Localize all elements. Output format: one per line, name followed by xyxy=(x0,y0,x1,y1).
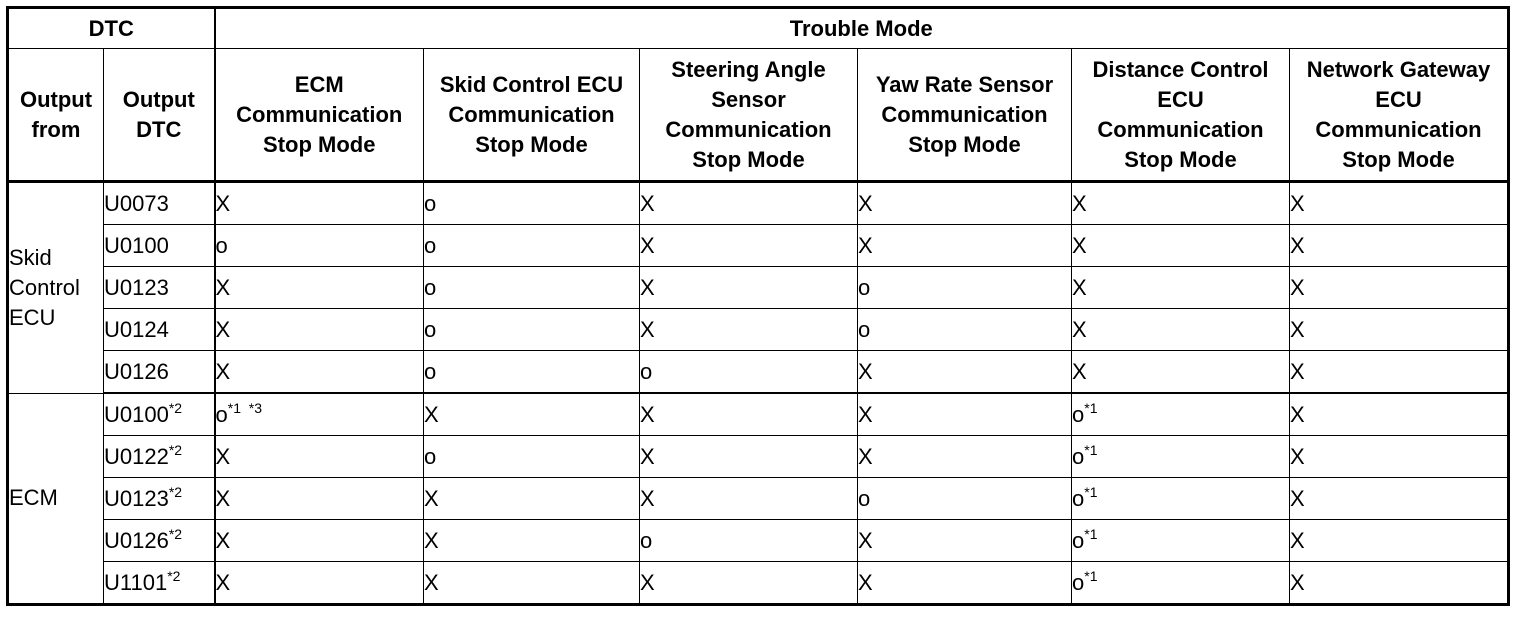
mode-result-value: X xyxy=(1290,485,1305,511)
mode-result-cell xyxy=(424,436,640,478)
dtc-trouble-mode-table xyxy=(6,6,1510,606)
mode-result-value: X xyxy=(1290,401,1305,427)
table-row xyxy=(8,267,1509,309)
mode-result-footnote: *1 xyxy=(1084,399,1098,416)
mode-result-cell xyxy=(1290,225,1509,267)
mode-header-skid-control-ecu: Skid Control ECU Communication Stop Mode xyxy=(424,49,640,182)
mode-result-value: o xyxy=(1072,401,1085,427)
mode-result-cell xyxy=(1290,351,1509,394)
mode-header-steering-angle-sensor: Steering Angle Sensor Communication Stop Mode xyxy=(640,49,858,182)
mode-result-value: X xyxy=(424,527,439,553)
mode-result-cell xyxy=(640,393,858,436)
mode-result-cell xyxy=(858,562,1072,605)
mode-result-cell xyxy=(640,225,858,267)
output-from-header: Output from xyxy=(8,49,104,182)
mode-result-value: X xyxy=(858,190,873,216)
mode-result-cell xyxy=(215,562,424,605)
mode-result-value: o xyxy=(1072,485,1085,511)
mode-result-cell xyxy=(1290,182,1509,225)
mode-result-value: o xyxy=(858,485,871,511)
mode-result-value: X xyxy=(1290,527,1305,553)
mode-result-value: X xyxy=(215,190,231,216)
dtc-header: DTC xyxy=(8,8,215,49)
mode-result-value: X xyxy=(858,232,873,258)
dtc-code: U0123 xyxy=(104,274,169,300)
mode-result-value: X xyxy=(215,316,231,342)
mode-result-value: X xyxy=(1072,232,1087,258)
table-row xyxy=(8,436,1509,478)
mode-result-cell xyxy=(215,182,424,225)
table-row xyxy=(8,225,1509,267)
output-dtc-cell xyxy=(104,225,215,267)
mode-result-cell xyxy=(1290,267,1509,309)
mode-result-value: X xyxy=(640,485,655,511)
mode-result-cell xyxy=(1290,309,1509,351)
mode-result-cell xyxy=(1290,478,1509,520)
dtc-code: U0122 xyxy=(104,443,169,469)
mode-result-cell xyxy=(424,478,640,520)
mode-result-value: X xyxy=(424,569,439,595)
mode-result-value: o xyxy=(424,358,437,384)
mode-result-value: o xyxy=(424,443,437,469)
mode-result-cell xyxy=(1072,478,1290,520)
mode-result-value: X xyxy=(858,358,873,384)
trouble-mode-header: Trouble Mode xyxy=(215,8,1509,49)
mode-result-cell xyxy=(1072,182,1290,225)
mode-header-ecm: ECM Communication Stop Mode xyxy=(215,49,424,182)
mode-result-value: X xyxy=(858,527,873,553)
output-dtc-cell xyxy=(104,520,215,562)
mode-result-cell xyxy=(858,182,1072,225)
table-row xyxy=(8,562,1509,605)
mode-result-cell xyxy=(215,309,424,351)
mode-result-cell xyxy=(1072,393,1290,436)
output-from-cell: ECM xyxy=(8,393,104,605)
mode-result-value: X xyxy=(424,401,439,427)
mode-result-cell xyxy=(424,267,640,309)
mode-result-cell xyxy=(1072,309,1290,351)
dtc-footnote: *2 xyxy=(167,567,181,584)
output-dtc-cell xyxy=(104,267,215,309)
mode-result-value: X xyxy=(215,485,231,511)
mode-result-cell xyxy=(215,267,424,309)
output-dtc-cell xyxy=(104,562,215,605)
mode-result-cell xyxy=(640,562,858,605)
output-dtc-cell xyxy=(104,351,215,394)
dtc-footnote: *2 xyxy=(168,483,183,500)
mode-result-value: X xyxy=(215,274,231,300)
mode-result-value: X xyxy=(640,569,655,595)
mode-result-cell xyxy=(1072,225,1290,267)
mode-result-value: X xyxy=(215,358,231,384)
mode-result-value: o xyxy=(1072,443,1085,469)
mode-result-value: X xyxy=(1290,358,1305,384)
table-row xyxy=(8,478,1509,520)
mode-result-cell xyxy=(858,436,1072,478)
output-dtc-cell xyxy=(104,478,215,520)
output-dtc-cell xyxy=(104,309,215,351)
mode-result-value: o xyxy=(1072,527,1085,553)
dtc-code: U0126 xyxy=(104,527,169,553)
mode-result-value: X xyxy=(640,232,655,258)
mode-result-cell xyxy=(858,520,1072,562)
mode-result-value: X xyxy=(640,443,655,469)
dtc-code: U0124 xyxy=(104,316,169,342)
table-row xyxy=(8,393,1509,436)
mode-result-cell xyxy=(1290,436,1509,478)
table-body xyxy=(8,182,1509,605)
mode-result-cell xyxy=(858,393,1072,436)
mode-result-footnote: *1 xyxy=(1084,441,1098,458)
mode-result-value: X xyxy=(640,274,655,300)
mode-result-cell xyxy=(1290,562,1509,605)
mode-result-value: X xyxy=(1072,274,1087,300)
mode-result-footnote: *1 xyxy=(1084,525,1098,542)
mode-result-footnote: *1 *3 xyxy=(227,399,262,416)
mode-result-cell xyxy=(640,436,858,478)
mode-result-cell xyxy=(215,393,424,436)
mode-result-value: o xyxy=(1072,569,1085,595)
mode-result-cell xyxy=(640,478,858,520)
mode-result-cell xyxy=(215,436,424,478)
mode-result-cell xyxy=(858,351,1072,394)
mode-result-value: X xyxy=(1290,569,1305,595)
mode-result-value: o xyxy=(424,190,437,216)
mode-result-cell xyxy=(215,520,424,562)
mode-result-value: o xyxy=(424,274,437,300)
mode-result-cell xyxy=(640,309,858,351)
mode-result-cell xyxy=(1072,520,1290,562)
mode-result-cell xyxy=(424,351,640,394)
mode-result-cell xyxy=(858,267,1072,309)
mode-result-value: X xyxy=(215,527,231,553)
mode-result-value: o xyxy=(424,232,437,258)
dtc-code: U0073 xyxy=(104,190,169,216)
mode-result-value: X xyxy=(1290,316,1305,342)
output-dtc-cell xyxy=(104,393,215,436)
output-dtc-cell xyxy=(104,182,215,225)
mode-result-cell xyxy=(640,520,858,562)
mode-result-value: o xyxy=(215,401,228,427)
mode-result-cell xyxy=(1290,520,1509,562)
mode-result-cell xyxy=(1072,562,1290,605)
mode-result-value: o xyxy=(640,358,653,384)
mode-result-cell xyxy=(1072,351,1290,394)
mode-result-cell xyxy=(858,478,1072,520)
mode-result-cell xyxy=(640,182,858,225)
mode-result-value: X xyxy=(858,401,873,427)
dtc-code: U0100 xyxy=(104,401,169,427)
mode-header-network-gateway-ecu: Network Gateway ECU Communication Stop Mode xyxy=(1290,49,1509,182)
dtc-footnote: *2 xyxy=(168,441,183,458)
mode-result-footnote: *1 xyxy=(1084,567,1098,584)
mode-result-cell xyxy=(1072,267,1290,309)
mode-result-value: X xyxy=(858,443,873,469)
mode-result-cell xyxy=(640,267,858,309)
dtc-footnote: *2 xyxy=(168,525,183,542)
mode-result-cell xyxy=(215,225,424,267)
mode-result-cell xyxy=(424,562,640,605)
mode-result-cell xyxy=(215,351,424,394)
mode-result-value: X xyxy=(1290,232,1305,258)
output-from-cell: Skid Control ECU xyxy=(8,182,104,394)
mode-result-value: X xyxy=(1072,358,1087,384)
mode-result-cell xyxy=(215,478,424,520)
table-row xyxy=(8,351,1509,394)
mode-result-value: X xyxy=(640,401,655,427)
mode-result-value: o xyxy=(640,527,653,553)
mode-result-cell xyxy=(640,351,858,394)
mode-result-cell xyxy=(858,309,1072,351)
mode-result-cell xyxy=(424,520,640,562)
output-dtc-cell xyxy=(104,436,215,478)
mode-result-value: o xyxy=(424,316,437,342)
mode-result-value: X xyxy=(858,569,873,595)
mode-result-value: X xyxy=(1072,316,1087,342)
mode-result-cell xyxy=(424,393,640,436)
table-row xyxy=(8,520,1509,562)
dtc-footnote: *2 xyxy=(168,399,183,416)
mode-result-value: X xyxy=(424,485,439,511)
dtc-code: U0123 xyxy=(104,485,169,511)
table-row xyxy=(8,309,1509,351)
mode-result-value: o xyxy=(215,232,228,258)
dtc-code: U0126 xyxy=(104,358,169,384)
mode-result-value: o xyxy=(858,274,871,300)
mode-result-value: X xyxy=(215,443,231,469)
mode-result-footnote: *1 xyxy=(1084,483,1098,500)
mode-result-value: X xyxy=(640,190,655,216)
mode-result-value: X xyxy=(640,316,655,342)
mode-result-value: X xyxy=(1290,274,1305,300)
output-dtc-header: Output DTC xyxy=(104,49,215,182)
mode-result-cell xyxy=(424,225,640,267)
table-row xyxy=(8,182,1509,225)
mode-result-cell xyxy=(1072,436,1290,478)
mode-result-cell xyxy=(424,309,640,351)
mode-result-cell xyxy=(1290,393,1509,436)
mode-result-value: X xyxy=(1290,443,1305,469)
mode-result-value: o xyxy=(858,316,871,342)
mode-result-value: X xyxy=(1072,190,1087,216)
mode-result-cell xyxy=(858,225,1072,267)
dtc-code: U0100 xyxy=(104,232,169,258)
mode-result-value: X xyxy=(1290,190,1305,216)
mode-result-cell xyxy=(424,182,640,225)
mode-header-distance-control-ecu: Distance Control ECU Communication Stop Mode xyxy=(1072,49,1290,182)
mode-result-value: X xyxy=(215,569,231,595)
dtc-code: U1101 xyxy=(104,569,168,595)
mode-header-yaw-rate-sensor: Yaw Rate Sensor Communication Stop Mode xyxy=(858,49,1072,182)
